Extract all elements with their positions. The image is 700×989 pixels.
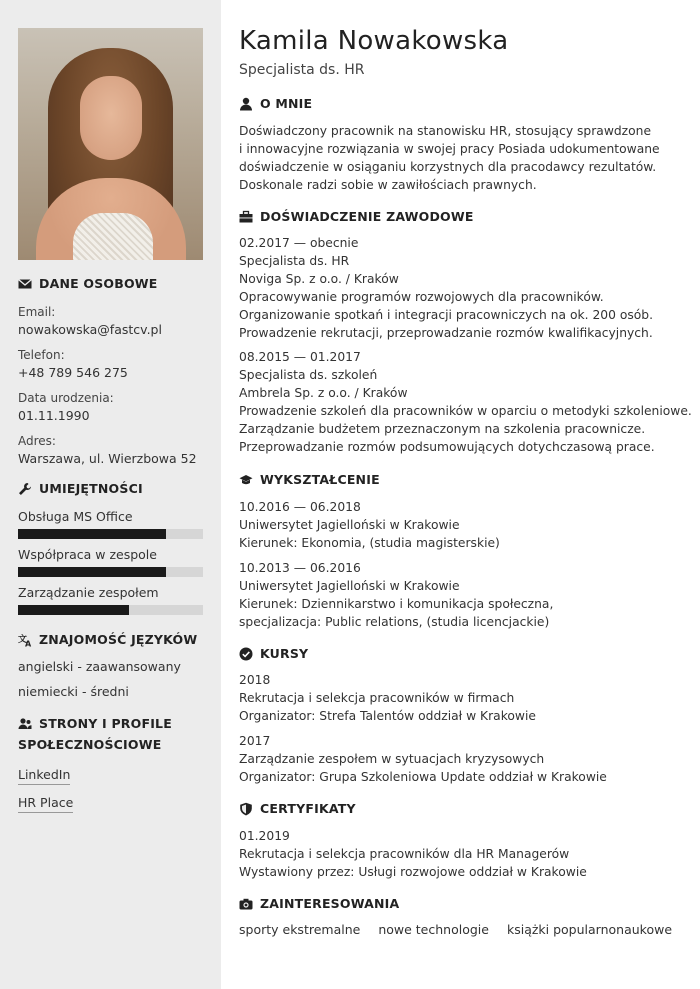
course-year: 2018 [239,673,271,687]
courses-heading: KURSY [239,646,308,661]
education-detail: Kierunek: Ekonomia, (studia magisterskie) [239,536,500,550]
hr-place-link[interactable]: HR Place [18,794,73,813]
candidate-name: Kamila Nowakowska [239,26,509,56]
envelope-icon [18,277,32,291]
course-organizer: Organizator: Strefa Talentów oddział w Krakowie [239,709,536,723]
job-period: 02.2017 — obecnie [239,236,359,250]
job-position: Specjalista ds. szkoleń [239,368,378,382]
users-icon [18,717,32,731]
interest-item: książki popularnonaukowe [506,922,673,937]
address-value: Warszawa, ul. Wierzbowa 52 [18,451,197,466]
job-duty: Opracowywanie programów rozwojowych dla pracowników. [239,290,604,304]
address-label: Adres: [18,434,56,448]
profile-photo [18,28,203,260]
job-company: Ambrela Sp. z o.o. / Kraków [239,386,408,400]
briefcase-icon [239,210,253,224]
phone-value: +48 789 546 275 [18,365,128,380]
job-duty: Zarządzanie budżetem przeznaczonym na szkolenia pracownicze. [239,422,646,436]
graduation-cap-icon [239,473,253,487]
about-line: Doświadczony pracownik na stanowisku HR, stosujący sprawdzone [239,124,652,138]
about-line: i innowacyjne rozwiązania w swojej pracy Posiada udokumentowane [239,142,660,156]
profiles-heading-line2: SPOŁECZNOŚCIOWE [18,737,162,752]
course-year: 2017 [239,734,271,748]
education-period: 10.2016 — 06.2018 [239,500,361,514]
interests-list [239,922,672,937]
skills-section [18,481,203,615]
certificate-date: 01.2019 [239,829,290,843]
skill-bar [18,605,203,615]
about-heading: O MNIE [239,96,312,111]
experience-heading: DOŚWIADCZENIE ZAWODOWE [239,209,474,224]
language-item: niemiecki - średni [18,684,129,699]
profiles-section [18,716,172,813]
education-period: 10.2013 — 06.2016 [239,561,361,575]
svg-text:文: 文 [18,634,28,645]
check-circle-icon [239,647,253,661]
education-detail: Kierunek: Dziennikarstwo i komunikacja społeczna, [239,597,554,611]
job-company: Noviga Sp. z o.o. / Kraków [239,272,399,286]
job-period: 08.2015 — 01.2017 [239,350,361,364]
skills-heading: UMIEJĘTNOŚCI [18,481,203,496]
email-value: nowakowska@fastcv.pl [18,322,162,337]
about-line: Doskonale radzi sobie w zawiłościach prawnych. [239,178,537,192]
course-name: Rekrutacja i selekcja pracowników w firmach [239,691,515,705]
user-icon [239,97,253,111]
camera-icon [239,897,253,911]
education-school: Uniwersytet Jagielloński w Krakowie [239,518,460,532]
certificate-name: Rekrutacja i selekcja pracowników dla HR Managerów [239,847,570,861]
skill-item: Obsługa MS Office [18,508,203,539]
interest-item: nowe technologie [378,922,489,937]
about-line: doświadczenie w osiąganiu korzystnych dla pracodawcy rezultatów. [239,160,657,174]
job-position: Specjalista ds. HR [239,254,350,268]
education-detail: specjalizacja: Public relations, (studia licencjackie) [239,615,550,629]
translate-icon [18,633,32,647]
phone-label: Telefon: [18,348,65,362]
certificate-issuer: Wystawiony przez: Usługi rozwojowe oddział w Krakowie [239,865,587,879]
job-duty: Prowadzenie szkoleń dla pracowników w oparciu o metodyki szkoleniowe. [239,404,692,418]
shield-icon [239,802,253,816]
personal-section [18,276,197,467]
job-duty: Przeprowadzanie rozmów podsumowujących dotychczasową prace. [239,440,655,454]
skill-bar [18,567,203,577]
birth-label: Data urodzenia: [18,391,114,405]
education-school: Uniwersytet Jagielloński w Krakowie [239,579,460,593]
job-duty: Organizowanie spotkań i integracji pracowniczych na ok. 200 osób. [239,308,653,322]
sidebar [0,0,221,989]
course-name: Zarządzanie zespołem w sytuacjach kryzysowych [239,752,545,766]
languages-heading: 文 A ZNAJOMOŚĆ JĘZYKÓW [18,632,198,647]
skill-item: Współpraca w zespole [18,546,203,577]
birth-value: 01.11.1990 [18,408,90,423]
certificates-heading: CERTYFIKATY [239,801,356,816]
languages-section [18,632,197,700]
interest-item: sporty ekstremalne [239,922,361,937]
personal-heading: DANE OSOBOWE [18,276,197,291]
main-content [239,0,692,989]
job-duty: Prowadzenie rekrutacji, przeprowadzanie rozmów kwalifikacyjnych. [239,326,653,340]
svg-text:A: A [25,639,32,647]
language-item: angielski - zaawansowany [18,659,181,674]
skill-item: Zarządzanie zespołem [18,584,203,615]
wrench-icon [18,482,32,496]
interests-heading: ZAINTERESOWANIA [239,896,399,911]
course-organizer: Organizator: Grupa Szkoleniowa Update oddział w Krakowie [239,770,607,784]
linkedin-link[interactable]: LinkedIn [18,766,70,785]
skill-bar [18,529,203,539]
profiles-heading: STRONY I PROFILE [18,716,172,731]
candidate-title: Specjalista ds. HR [239,62,365,78]
email-label: Email: [18,305,56,319]
education-heading: WYKSZTAŁCENIE [239,472,380,487]
